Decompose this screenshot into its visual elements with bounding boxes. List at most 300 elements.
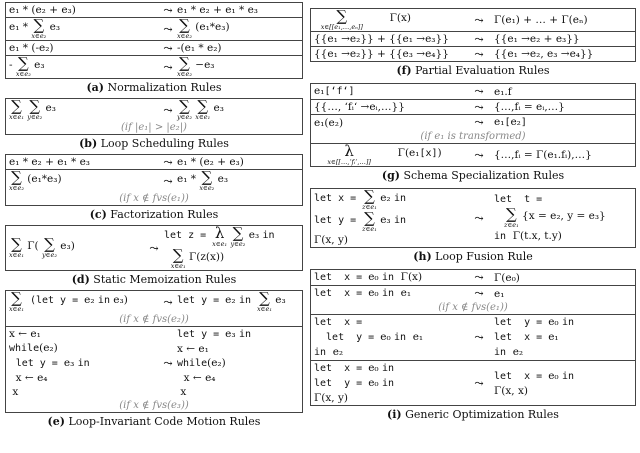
expression-line	[9, 371, 159, 385]
sigma-symbol: ∑	[11, 168, 22, 186]
rule-rhs	[177, 99, 299, 121]
expression-line	[9, 155, 159, 169]
summation-operator	[9, 291, 24, 313]
math-text: Γ(e₁	[370, 147, 420, 159]
math-text: e₂	[506, 346, 524, 358]
code-text: in	[494, 231, 507, 242]
expression-line	[314, 9, 464, 31]
math-text: {{e₁ →e₂}} + {{e₃ →e₄}}	[314, 48, 449, 60]
code-text: let x =	[314, 288, 369, 299]
code-text: in	[393, 215, 407, 226]
rule-condition: (if x ∉ fvs(e₃))	[119, 400, 189, 411]
expression-line	[314, 144, 464, 166]
rule-lhs	[9, 41, 159, 55]
expression-line	[9, 170, 159, 192]
rule-panel-g	[310, 83, 636, 183]
math-text: -(e₁ * e₂)	[177, 42, 222, 54]
operator-subscript: z∈e₁	[362, 225, 377, 233]
code-text: let x =	[494, 332, 549, 343]
rule-rhs	[177, 327, 299, 399]
expression-line	[9, 56, 159, 78]
expression-line	[494, 384, 632, 398]
rewrite-arrow-icon: ⤳	[474, 331, 484, 344]
rule-rhs	[177, 56, 299, 78]
code-text: let x =	[314, 317, 363, 328]
operator-subscript: x∈e₁	[170, 262, 186, 270]
expression-line	[314, 330, 464, 345]
summation-operator	[177, 99, 192, 121]
sigma-symbol: ∑	[197, 97, 209, 115]
expression-line	[9, 385, 159, 399]
rule-lhs	[314, 189, 464, 247]
rewrite-arrow-icon: ⤳	[163, 356, 173, 370]
expression-line	[314, 391, 464, 405]
math-text	[9, 357, 16, 369]
math-text: e₁	[548, 331, 559, 343]
rewrite-arrow-icon: ⤳	[163, 3, 173, 17]
rewrite-arrow-icon: ⤳	[163, 174, 173, 188]
operator-subscript: y∈e₂	[42, 251, 57, 259]
expression-line	[177, 18, 299, 40]
rule-row	[311, 31, 635, 46]
rule-row	[311, 360, 635, 405]
sigma-symbol: ∑	[179, 16, 190, 34]
rule-row	[6, 226, 302, 270]
caption-text: Loop Scheduling Rules	[97, 137, 229, 150]
math-text: x ← e₄	[9, 372, 48, 384]
operator-subscript: x∈e₁	[9, 113, 24, 121]
math-text: e₁.f	[494, 85, 512, 98]
sigma-symbol: ∑	[364, 187, 375, 205]
rule-rhs	[494, 287, 632, 301]
expression-line	[177, 356, 299, 371]
rule-rhs	[177, 3, 299, 17]
rule-lhs	[314, 315, 464, 360]
code-text: let y =	[314, 332, 381, 343]
math-text: x	[9, 386, 19, 398]
summation-operator	[195, 99, 210, 121]
math-text	[314, 12, 321, 24]
rewrite-arrow-icon: ⤳	[163, 22, 173, 36]
summation-operator	[177, 18, 192, 40]
operator-subscript: x∈e₂	[199, 184, 215, 192]
operator-subscript: x∈e₂	[31, 32, 47, 40]
rule-rhs	[494, 271, 632, 285]
math-text: e₀	[368, 287, 382, 299]
math-text: e₃)	[109, 294, 128, 306]
operator-subscript: x∈e₁	[9, 251, 24, 259]
rule-row	[6, 99, 302, 134]
rule-rhs	[177, 18, 299, 40]
summation-operator	[9, 237, 24, 259]
caption-text: Normalization Rules	[103, 81, 222, 94]
rule-condition: (if |e₁| > |e₂|)	[121, 122, 187, 133]
expression-line	[314, 345, 464, 360]
sigma-symbol: ∑	[44, 235, 55, 253]
math-text: Γ(x, y)	[314, 234, 349, 246]
rewrite-arrow-icon: ⤳	[474, 148, 484, 162]
rewrite-arrow-icon: ⤳	[474, 287, 484, 300]
math-text: e₁ *	[177, 173, 200, 185]
expression-line	[9, 356, 159, 371]
math-text: -	[9, 59, 16, 71]
rule-row	[311, 99, 635, 114]
sigma-symbol: ∑	[179, 97, 190, 115]
math-text: x ← e₁	[9, 328, 41, 340]
sigma-symbol: ∑	[506, 205, 517, 223]
sigma-symbol: ∑	[172, 246, 184, 264]
sigma-symbol: ∑	[29, 97, 41, 115]
rule-rhs	[494, 115, 632, 130]
expression-line	[177, 327, 299, 342]
math-text: e₁ * (e₂ + e₃)	[9, 4, 76, 16]
caption-label: (c)	[89, 208, 107, 221]
rewrite-arrow-icon: ⤳	[474, 211, 484, 225]
math-text: Γ(	[23, 240, 42, 252]
code-text: while	[177, 358, 208, 369]
math-text	[494, 210, 504, 222]
math-text: e₃	[30, 59, 45, 71]
operator-subscript: x∈e₁	[257, 305, 272, 313]
rule-lhs	[9, 170, 159, 192]
math-text: −e₃	[191, 59, 215, 71]
rule-table	[5, 225, 303, 271]
caption-text: Factorization Rules	[106, 208, 219, 221]
panel-caption	[310, 64, 636, 78]
math-text: e₃	[271, 294, 286, 306]
rule-table	[5, 290, 303, 413]
rule-lhs	[314, 116, 464, 130]
math-text: e₃	[214, 173, 229, 185]
operator-subscript: x∈e₁	[195, 113, 211, 121]
rewrite-arrow-icon: ⤳	[474, 85, 484, 98]
rule-row	[311, 46, 635, 61]
expression-line	[177, 56, 299, 78]
math-text: Γ(e₀)	[494, 271, 520, 284]
sigma-symbol: ∑	[18, 54, 29, 72]
panel-caption	[310, 408, 636, 422]
rule-lhs	[314, 100, 464, 114]
math-text: e₃	[210, 102, 224, 114]
expression-line	[494, 229, 632, 244]
math-text: (e₁*e₃)	[191, 21, 230, 33]
expression-line	[177, 155, 299, 169]
lambda-operator	[212, 226, 227, 248]
math-text: Γ(t.x, t.y)	[506, 230, 562, 242]
code-text: while	[9, 343, 40, 354]
summation-operator	[257, 291, 272, 313]
code-text: in	[381, 272, 394, 283]
math-text: e₂	[326, 346, 344, 358]
code-text: let x =	[494, 370, 549, 382]
math-text: e₃	[225, 328, 239, 340]
math-text: e₀	[368, 362, 382, 374]
rule-lhs	[314, 286, 464, 301]
math-text: x ← e₁	[177, 343, 209, 355]
summation-operator	[362, 189, 377, 211]
expression-line	[314, 100, 464, 114]
code-text: let x =	[314, 193, 363, 204]
rule-table	[310, 188, 636, 248]
expression-line	[9, 99, 159, 121]
rule-row	[311, 270, 635, 285]
rule-row	[311, 285, 635, 314]
expression-line	[9, 237, 144, 259]
rule-table	[5, 98, 303, 135]
math-text: e₁ * (-e₂)	[9, 42, 54, 54]
rule-lhs	[9, 327, 159, 399]
rule-rhs	[494, 148, 632, 162]
math-text: {{…, ‘fᵢ‘ →eᵢ,…}}	[314, 101, 405, 113]
sigma-symbol: ∑	[201, 168, 213, 186]
math-text: Γ(x)	[362, 12, 411, 24]
expression-line	[494, 115, 632, 130]
operator-subscript: y∈e₂	[177, 113, 192, 121]
expression-line	[494, 13, 632, 27]
expression-line	[494, 148, 632, 162]
math-text: e₁ *	[9, 21, 32, 33]
expression-line	[9, 18, 159, 40]
rule-row	[6, 326, 302, 412]
panel-caption	[5, 137, 303, 151]
rule-rhs	[494, 32, 632, 46]
math-text: e₃	[46, 21, 61, 33]
math-text: e₁	[494, 116, 505, 128]
operator-subscript: x∈[[…,‘fᵢ‘,…]]	[327, 158, 371, 166]
code-text: in	[393, 193, 407, 204]
rule-table	[310, 8, 636, 62]
rule-table	[5, 154, 303, 206]
sigma-symbol: ∑	[336, 7, 348, 25]
expression-line	[9, 291, 159, 313]
expression-line	[494, 32, 632, 46]
rule-row	[6, 40, 302, 55]
rewrite-arrow-icon: ⤳	[149, 241, 159, 255]
summation-operator	[31, 18, 46, 40]
expression-line	[177, 99, 299, 121]
rule-lhs	[314, 361, 464, 405]
operator-subscript: x∈e₂	[177, 70, 192, 78]
math-text: (e₂)	[207, 357, 226, 369]
math-text: {{e₁ →e₂}} + {{e₁ →e₃}}	[314, 33, 449, 45]
expression-line	[494, 271, 632, 285]
expression-line	[9, 341, 159, 356]
expression-line	[9, 327, 159, 341]
lambda-symbol: λ	[344, 142, 354, 160]
rule-row	[311, 9, 635, 31]
expression-line	[177, 41, 299, 55]
math-text: e₀	[368, 271, 382, 283]
rule-lhs	[314, 47, 464, 61]
rule-lhs	[314, 270, 464, 285]
math-text: e₁(e₂)	[314, 116, 344, 129]
expression-line	[314, 211, 464, 233]
rule-condition: (if x ∉ fvs(e₁))	[438, 302, 508, 313]
code-text: [‘f‘]	[324, 86, 355, 97]
rule-row	[6, 3, 302, 17]
math-text: e₂	[376, 192, 394, 204]
rule-condition: (if x ∉ fvs(e₁))	[119, 193, 189, 204]
summation-operator	[42, 237, 57, 259]
expression-line	[314, 32, 464, 46]
math-text: e₁ * e₂ + e₁ * e₃	[9, 156, 91, 168]
code-text: let y =	[314, 378, 369, 389]
rule-rhs	[164, 226, 299, 270]
code-text: (let y =	[23, 295, 85, 306]
math-text: e₁ * (e₂ + e₃)	[177, 156, 244, 168]
math-text: e₃	[42, 102, 56, 114]
code-text: let y =	[15, 358, 64, 369]
expression-line	[164, 226, 299, 248]
code-text: let y =	[494, 317, 549, 328]
code-text: in	[238, 295, 257, 306]
rule-lhs	[9, 237, 144, 259]
expression-line	[314, 233, 464, 247]
rule-row	[6, 17, 302, 40]
rule-panel-a	[5, 2, 303, 95]
expression-line	[177, 3, 299, 17]
rule-row	[311, 314, 635, 360]
operator-subscript: z∈e₁	[504, 221, 519, 229]
code-text: in	[561, 370, 574, 382]
summation-operator	[199, 170, 214, 192]
code-text: [x]	[419, 148, 438, 159]
panel-caption	[310, 169, 636, 183]
rewrite-arrow-icon: ⤳	[163, 60, 173, 74]
summation-operator	[362, 211, 377, 233]
code-text: in	[381, 363, 394, 374]
rule-lhs	[314, 84, 464, 99]
code-text: in	[262, 230, 275, 241]
math-text: e₁	[314, 85, 325, 97]
panel-caption	[5, 273, 303, 287]
code-text: in	[314, 347, 327, 358]
math-text: (e₂)	[39, 342, 58, 354]
math-text: x	[177, 386, 187, 398]
caption-text: Loop Fusion Rule	[431, 250, 533, 263]
math-text: (e₁*e₃)	[23, 173, 62, 185]
math-text: {…,fᵢ = eᵢ,…}	[494, 101, 565, 113]
sigma-symbol: ∑	[11, 289, 22, 307]
rule-lhs	[9, 155, 159, 169]
code-text: let x =	[314, 272, 369, 283]
expression-line	[164, 248, 299, 270]
math-text: {{e₁ →e₂ + e₃}}	[494, 33, 580, 45]
expression-line	[314, 189, 464, 211]
code-text: in	[97, 295, 110, 306]
expression-line	[494, 207, 632, 229]
caption-label: (d)	[71, 273, 90, 286]
expression-line	[177, 342, 299, 356]
sigma-symbol: ∑	[179, 54, 190, 72]
math-text: Γ(z(x))	[185, 251, 225, 263]
summation-operator	[504, 207, 519, 229]
expression-line	[177, 291, 299, 313]
rule-row	[6, 55, 302, 78]
rule-lhs	[314, 9, 464, 31]
code-text: in	[381, 378, 394, 389]
rule-rhs	[494, 315, 632, 360]
expression-line	[494, 85, 632, 99]
math-text: e₂	[225, 294, 239, 306]
lambda-operator	[327, 144, 371, 166]
rule-rhs	[177, 41, 299, 55]
caption-text: Generic Optimization Rules	[401, 408, 559, 421]
rule-rhs	[494, 100, 632, 114]
rule-row	[311, 189, 635, 247]
operator-subscript: x∈e₁	[212, 240, 228, 248]
code-text: let y =	[177, 295, 226, 306]
math-text: x ← e₄	[177, 372, 216, 384]
caption-label: (e)	[47, 415, 65, 428]
code-text: ]	[520, 117, 527, 128]
math-text: )	[437, 147, 442, 159]
rule-lhs	[9, 18, 159, 40]
rule-rhs	[494, 13, 632, 27]
caption-label: (b)	[79, 137, 98, 150]
rule-rhs	[494, 47, 632, 61]
rule-panel-c	[5, 154, 303, 222]
summation-operator	[9, 99, 24, 121]
sigma-symbol: ∑	[11, 235, 22, 253]
math-text: e₀	[368, 377, 382, 389]
math-text: Γ(e₁) + … + Γ(eₙ)	[494, 14, 588, 26]
caption-label: (i)	[387, 408, 402, 421]
rule-condition: (if e₁ is transformed)	[420, 131, 526, 142]
operator-subscript: z∈e₁	[362, 203, 377, 211]
left-column	[5, 2, 303, 429]
code-text: let t =	[494, 194, 543, 205]
rule-table	[310, 83, 636, 167]
expression-line	[494, 369, 632, 384]
operator-subscript: y∈e₂	[230, 240, 246, 248]
math-text: e₃	[245, 229, 263, 241]
expression-line	[314, 361, 464, 376]
math-text: e₀	[548, 316, 562, 328]
expression-line	[494, 315, 632, 330]
math-text: e₃)	[56, 240, 75, 252]
expression-line	[494, 100, 632, 114]
rule-panel-d	[5, 225, 303, 287]
rule-lhs	[314, 32, 464, 46]
rule-lhs	[9, 99, 159, 121]
panel-caption	[5, 415, 303, 429]
expression-line	[9, 41, 159, 55]
caption-label: (h)	[413, 250, 432, 263]
panel-caption	[5, 81, 303, 95]
math-text: e₂	[510, 116, 521, 128]
math-text: Γ(x)	[394, 271, 423, 283]
math-text: Γ(x, y)	[314, 392, 349, 404]
rewrite-arrow-icon: ⤳	[474, 116, 484, 129]
panel-caption	[5, 208, 303, 222]
expression-line	[9, 3, 159, 17]
math-text	[164, 251, 171, 263]
math-text: e₁	[394, 287, 412, 299]
summation-operator	[27, 99, 42, 121]
expression-line	[494, 47, 632, 61]
summation-operator	[177, 56, 192, 78]
sigma-symbol: ∑	[232, 224, 244, 242]
math-text: Γ(x, x)	[494, 384, 528, 397]
expression-line	[494, 330, 632, 345]
rewrite-arrow-icon: ⤳	[474, 376, 484, 390]
expression-line	[177, 385, 299, 399]
rule-rhs	[177, 291, 299, 313]
rule-table	[310, 269, 636, 406]
operator-subscript: x∈[[e₁,…,eₙ]]	[320, 23, 363, 31]
rule-rhs	[494, 85, 632, 99]
